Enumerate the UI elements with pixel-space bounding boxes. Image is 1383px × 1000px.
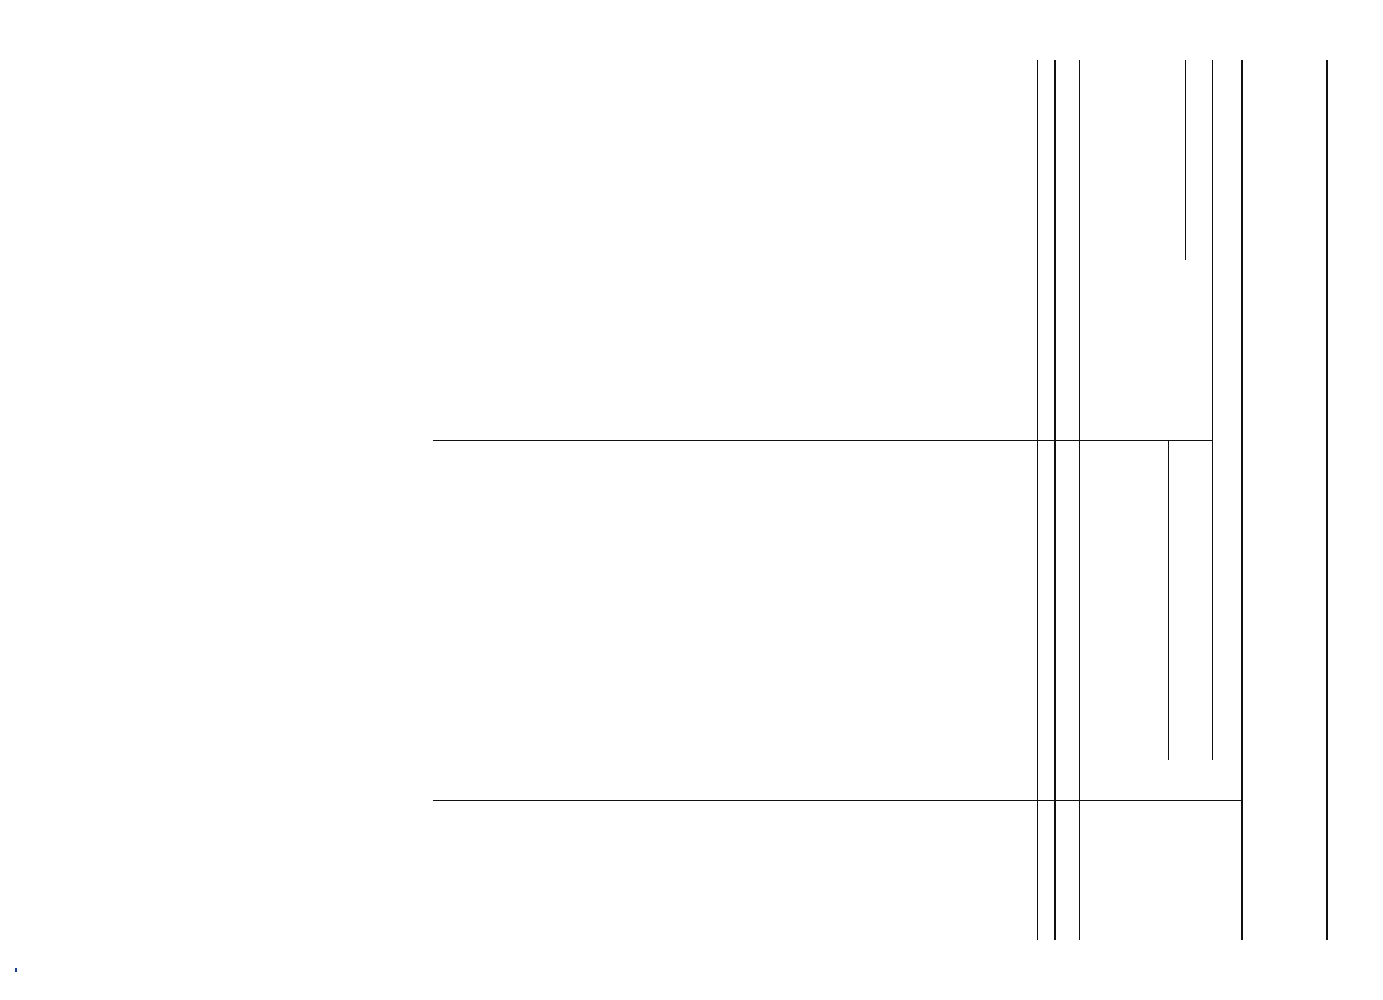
dfg-logo [15, 968, 17, 972]
header-rule [1326, 60, 1328, 940]
table-top-rule [1241, 60, 1243, 940]
